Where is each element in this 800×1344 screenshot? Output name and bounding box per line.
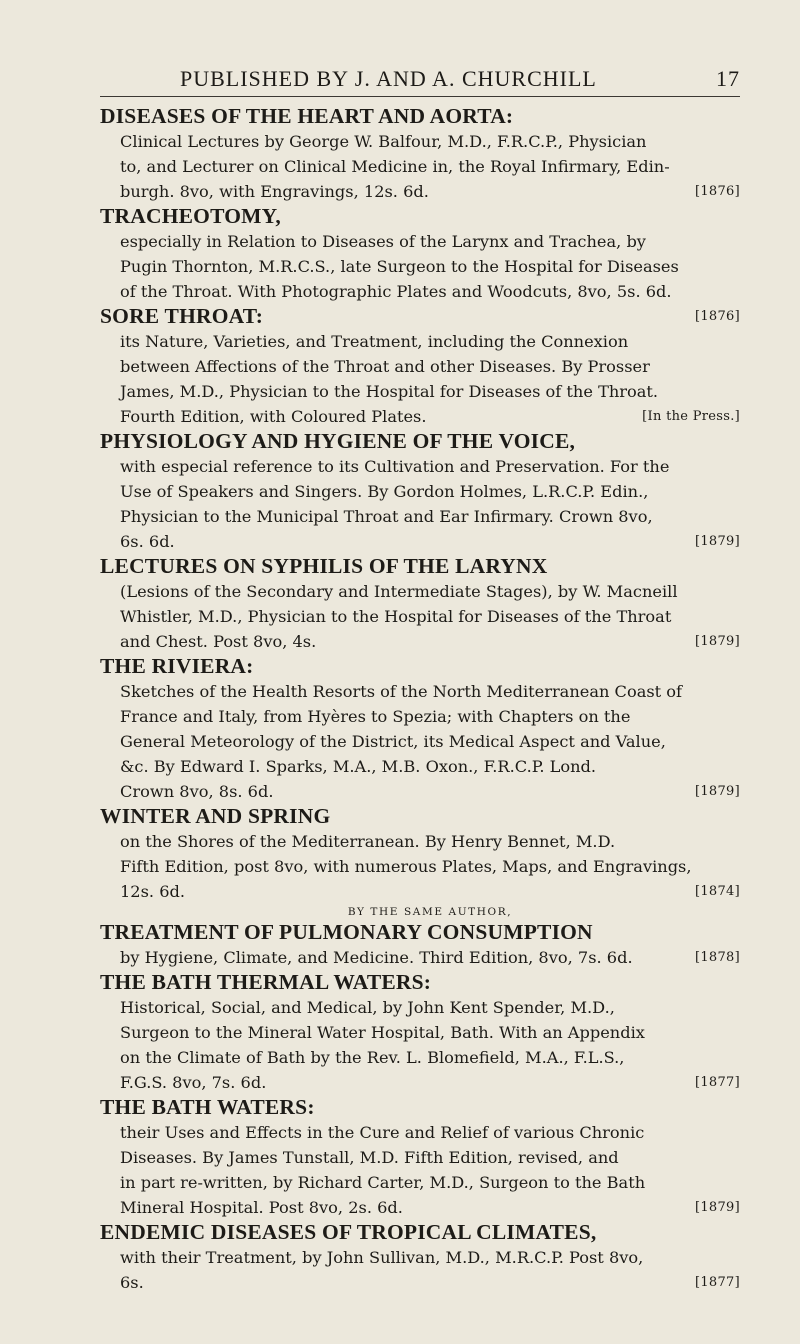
entry-title-text: SORE THROAT: xyxy=(100,304,264,328)
description-line-text: its Nature, Varieties, and Treatment, including the Connexion xyxy=(120,332,629,351)
description-line xyxy=(120,1270,740,1295)
entry-description xyxy=(100,129,740,204)
entry-title-text: WINTER AND SPRING xyxy=(100,804,331,828)
description-line-text: General Meteorology of the District, its Medical Aspect and Value, xyxy=(120,732,666,751)
description-line-text: &c. By Edward I. Sparks, M.A., M.B. Oxon., F.R.C.P. Lond. xyxy=(120,757,597,776)
entry-title xyxy=(100,920,740,945)
entry-date: [1876] xyxy=(694,184,740,199)
description-line xyxy=(120,154,740,179)
entry-title-text: PHYSIOLOGY AND HYGIENE OF THE VOICE, xyxy=(100,429,576,453)
description-line xyxy=(120,1120,740,1145)
description-line-text: Fifth Edition, post 8vo, with numerous Plates, Maps, and Engravings, xyxy=(120,857,692,876)
description-line xyxy=(120,1170,740,1195)
entry-title-text: THE RIVIERA: xyxy=(100,654,254,678)
description-line-text: 12s. 6d. xyxy=(120,882,186,901)
description-line xyxy=(120,579,740,604)
entry-date: [1877] xyxy=(694,1075,740,1090)
entry-description xyxy=(100,945,740,970)
description-line-text: Historical, Social, and Medical, by John Kent Spender, M.D., xyxy=(120,998,615,1017)
description-line-text: Clinical Lectures by George W. Balfour, M.D., F.R.C.P., Physician xyxy=(120,132,647,151)
catalogue-entry xyxy=(100,804,740,904)
entry-title xyxy=(100,429,740,454)
description-line xyxy=(120,129,740,154)
description-line xyxy=(120,729,740,754)
running-title: PUBLISHED BY J. AND A. CHURCHILL xyxy=(180,66,597,91)
description-line xyxy=(120,529,740,554)
description-line xyxy=(120,604,740,629)
entry-title xyxy=(100,554,740,579)
catalogue-entry xyxy=(100,654,740,804)
entry-date: [1874] xyxy=(694,884,740,899)
description-line xyxy=(120,854,740,879)
entry-title xyxy=(100,970,740,995)
entry-date: [1879] xyxy=(694,784,740,799)
entry-date: [1879] xyxy=(694,534,740,549)
entry-title-text: DISEASES OF THE HEART AND AORTA: xyxy=(100,104,514,128)
description-line xyxy=(120,1020,740,1045)
description-line-text: on the Shores of the Mediterranean. By Henry Bennet, M.D. xyxy=(120,832,616,851)
entry-title-text: TREATMENT OF PULMONARY CONSUMPTION xyxy=(100,920,593,944)
description-line xyxy=(120,379,740,404)
description-line xyxy=(120,1245,740,1270)
running-head xyxy=(100,62,740,97)
description-line-text: in part re-written, by Richard Carter, M.D., Surgeon to the Bath xyxy=(120,1173,646,1192)
description-line xyxy=(120,354,740,379)
description-line xyxy=(120,1145,740,1170)
entry-title-text: THE BATH THERMAL WATERS: xyxy=(100,970,432,994)
description-line xyxy=(120,1195,740,1220)
entry-title xyxy=(100,304,740,329)
description-line-text: France and Italy, from Hyères to Spezia; with Chapters on the xyxy=(120,707,631,726)
entry-description xyxy=(100,579,740,654)
same-author-byline: BY THE SAME AUTHOR, xyxy=(347,906,513,918)
description-line xyxy=(120,754,740,779)
catalogue-entry xyxy=(100,970,740,1095)
entry-title-text: LECTURES ON SYPHILIS OF THE LARYNX xyxy=(100,554,548,578)
description-line-text: on the Climate of Bath by the Rev. L. Blomefield, M.A., F.L.S., xyxy=(120,1048,625,1067)
catalogue-entry xyxy=(100,304,740,429)
description-line-text: (Lesions of the Secondary and Intermediate Stages), by W. Macneill xyxy=(120,582,678,601)
description-line xyxy=(120,229,740,254)
entry-title xyxy=(100,654,740,679)
entry-date: [1878] xyxy=(694,950,740,965)
description-line-text: F.G.S. 8vo, 7s. 6d. xyxy=(120,1073,267,1092)
description-line xyxy=(120,179,740,204)
description-line-text: to, and Lecturer on Clinical Medicine in, the Royal Infirmary, Edin- xyxy=(120,157,670,176)
catalogue-entry xyxy=(100,429,740,554)
description-line xyxy=(120,254,740,279)
catalogue-entry xyxy=(100,1095,740,1220)
entry-date: [In the Press.] xyxy=(642,409,740,424)
description-line-text: Surgeon to the Mineral Water Hospital, Bath. With an Appendix xyxy=(120,1023,645,1042)
entry-description xyxy=(100,995,740,1095)
catalogue-entry xyxy=(100,204,740,304)
description-line-text: 6s. 6d. xyxy=(120,532,175,551)
description-line xyxy=(120,679,740,704)
entry-date: [1879] xyxy=(694,634,740,649)
page-number: 17 xyxy=(716,66,740,91)
entry-date: [1877] xyxy=(694,1275,740,1290)
catalogue-entry xyxy=(100,904,740,970)
description-line xyxy=(120,945,740,970)
description-line-text: Crown 8vo, 8s. 6d. xyxy=(120,782,274,801)
description-line xyxy=(120,504,740,529)
description-line-text: burgh. 8vo, with Engravings, 12s. 6d. xyxy=(120,182,429,201)
description-line-text: and Chest. Post 8vo, 4s. xyxy=(120,632,317,651)
entry-title-text: ENDEMIC DISEASES OF TROPICAL CLIMATES, xyxy=(100,1220,597,1244)
description-line-text: by Hygiene, Climate, and Medicine. Third Edition, 8vo, 7s. 6d. xyxy=(120,948,633,967)
description-line-text: Diseases. By James Tunstall, M.D. Fifth Edition, revised, and xyxy=(120,1148,619,1167)
description-line-text: their Uses and Effects in the Cure and Relief of various Chronic xyxy=(120,1123,645,1142)
entry-title xyxy=(100,804,740,829)
catalogue-entry xyxy=(100,554,740,654)
description-line xyxy=(120,704,740,729)
description-line-text: of the Throat. With Photographic Plates and Woodcuts, 8vo, 5s. 6d. xyxy=(120,282,672,301)
description-line xyxy=(120,829,740,854)
description-line-text: Pugin Thornton, M.R.C.S., late Surgeon to the Hospital for Diseases xyxy=(120,257,679,276)
catalogue-entries xyxy=(100,104,740,1295)
description-line-text: Use of Speakers and Singers. By Gordon Holmes, L.R.C.P. Edin., xyxy=(120,482,649,501)
description-line-text: Mineral Hospital. Post 8vo, 2s. 6d. xyxy=(120,1198,403,1217)
description-line xyxy=(120,995,740,1020)
description-line-text: Sketches of the Health Resorts of the North Mediterranean Coast of xyxy=(120,682,683,701)
description-line-text: Physician to the Municipal Throat and Ear Infirmary. Crown 8vo, xyxy=(120,507,653,526)
entry-description xyxy=(100,329,740,429)
description-line-text: especially in Relation to Diseases of the Larynx and Trachea, by xyxy=(120,232,646,251)
description-line-text: between Affections of the Throat and other Diseases. By Prosser xyxy=(120,357,650,376)
entry-description xyxy=(100,829,740,904)
description-line xyxy=(120,404,740,429)
description-line xyxy=(120,479,740,504)
catalogue-entry xyxy=(100,1220,740,1295)
catalogue-entry xyxy=(100,104,740,204)
description-line-text: James, M.D., Physician to the Hospital for Diseases of the Throat. xyxy=(120,382,659,401)
description-line-text: with especial reference to its Cultivation and Preservation. For the xyxy=(120,457,670,476)
description-line xyxy=(120,879,740,904)
entry-date: [1876] xyxy=(694,309,740,324)
entry-date: [1879] xyxy=(694,1200,740,1215)
description-line xyxy=(120,1070,740,1095)
entry-description xyxy=(100,229,740,304)
entry-title-text: TRACHEOTOMY, xyxy=(100,204,282,228)
entry-description xyxy=(100,679,740,804)
description-line xyxy=(120,629,740,654)
entry-title-text: THE BATH WATERS: xyxy=(100,1095,315,1119)
entry-description xyxy=(100,454,740,554)
entry-title xyxy=(100,104,740,129)
description-line-text: with their Treatment, by John Sullivan, M.D., M.R.C.P. Post 8vo, xyxy=(120,1248,644,1267)
entry-description xyxy=(100,1245,740,1295)
description-line xyxy=(120,279,740,304)
entry-title xyxy=(100,1095,740,1120)
description-line xyxy=(120,1045,740,1070)
entry-description xyxy=(100,1120,740,1220)
description-line-text: Fourth Edition, with Coloured Plates. xyxy=(120,407,427,426)
description-line xyxy=(120,454,740,479)
description-line-text: 6s. xyxy=(120,1273,144,1292)
description-line xyxy=(120,329,740,354)
description-line-text: Whistler, M.D., Physician to the Hospital for Diseases of the Throat xyxy=(120,607,672,626)
entry-title xyxy=(100,204,740,229)
description-line xyxy=(120,779,740,804)
entry-title xyxy=(100,1220,740,1245)
